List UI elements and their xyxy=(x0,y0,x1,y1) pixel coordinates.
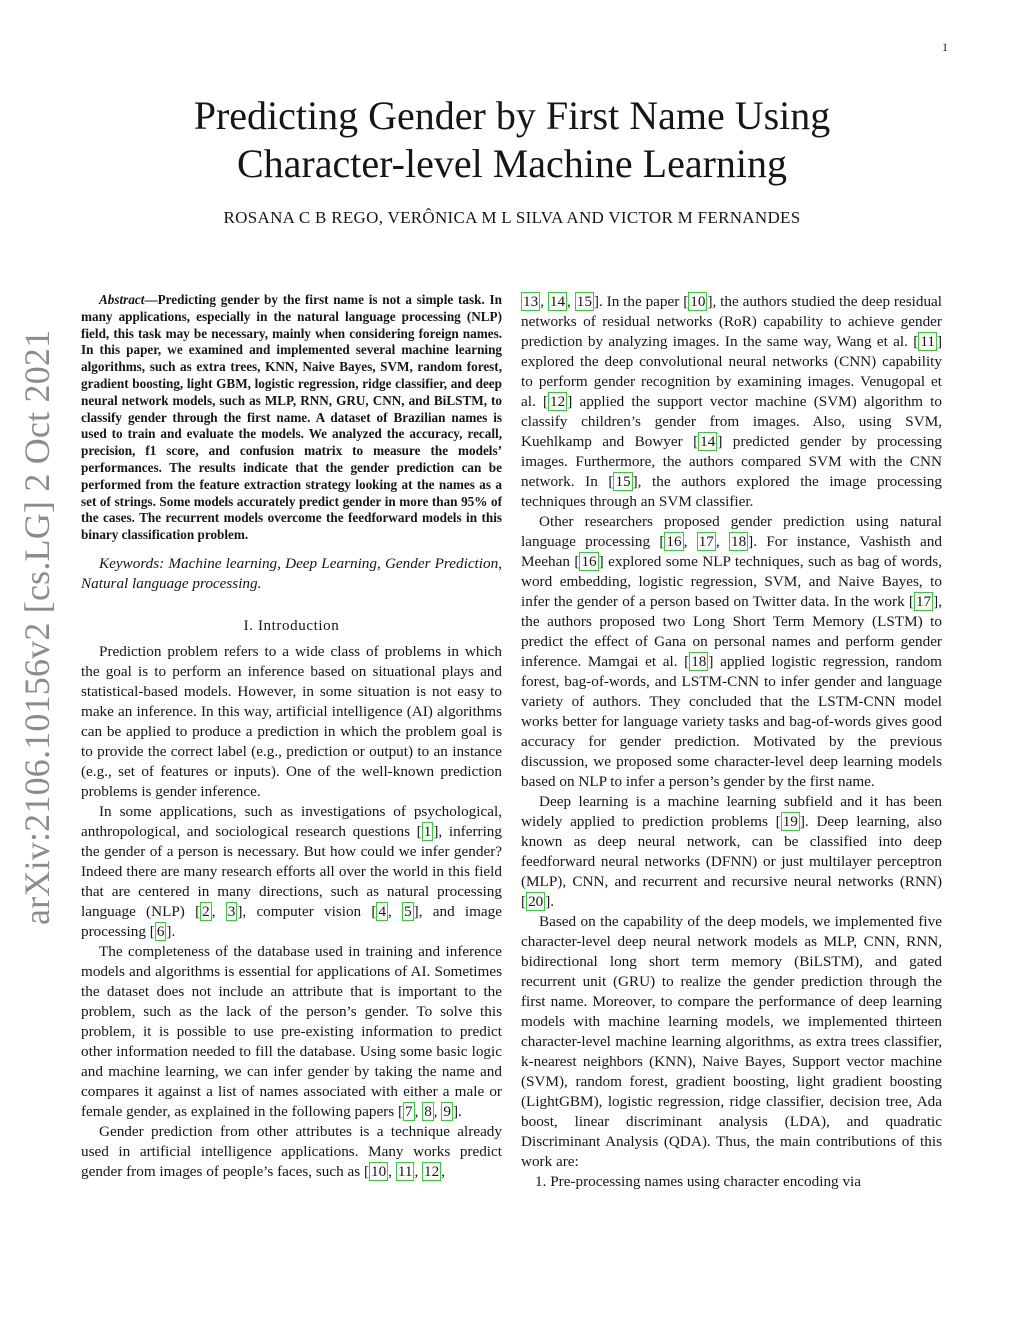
text-run: , xyxy=(441,1162,446,1180)
citation-link[interactable]: 14 xyxy=(700,433,716,450)
text-run: ]. xyxy=(166,922,176,940)
citation-link[interactable]: 4 xyxy=(378,902,387,920)
intro-paragraph-2 xyxy=(81,802,502,942)
intro-paragraph-6 xyxy=(521,792,942,912)
citation-link[interactable]: 17 xyxy=(915,593,932,610)
text-run: Other researchers proposed gender prediction using natural language processing [ xyxy=(521,513,942,550)
text-run: , xyxy=(414,1102,423,1120)
text-run: Deep learning is a machine learning subfield and it has been widely applied to prediction problems [ xyxy=(521,793,942,830)
text-run: ], inferring the gender of a person is necessary. But how could we infer gender? Indeed there are many research efforts all over the world in this field that are centered in many directions, such as natural processing language (NLP) [ xyxy=(81,822,502,920)
citation-link[interactable]: 1 xyxy=(423,822,432,840)
citation-link[interactable]: 7 xyxy=(405,1102,413,1120)
text-run: ]. xyxy=(452,1102,462,1120)
intro-paragraph-4 xyxy=(81,1122,502,1182)
text-run: ], the authors studied the deep residual networks of residual networks (RoR) capability to achieve gender prediction by analyzing images. In the same way, Wang et al. [ xyxy=(521,293,942,350)
citation-link[interactable]: 5 xyxy=(404,902,412,920)
text-run: The completeness of the database used in training and inference models and algorithms is essential for applications of AI. Sometimes the dataset does not include an attribute that is important to the problem, such as the lack of the person’s gender. To solve this problem, it is possible to use pre-existing information to predict other information needed to fill the database. Using some basic logic and machine learning, we can infer gender by taking the name and compares it against a list of names associated with either a male or female gender, as explained in the following papers [ xyxy=(81,942,502,1120)
citation-link[interactable]: 6 xyxy=(156,922,165,940)
text-run: , xyxy=(211,902,226,920)
citation-link[interactable]: 14 xyxy=(549,293,566,310)
citation-link[interactable]: 18 xyxy=(691,653,707,670)
text-run: ], the authors proposed two Long Short Term Memory (LSTM) to predict the effect of Gana on personal names and perform gender inference. Mamgai et al. [ xyxy=(521,593,942,670)
citation-link[interactable]: 10 xyxy=(690,293,706,310)
left-column xyxy=(81,292,502,1182)
text-run: ] explored the deep convolutional neural networks (CNN) capability to perform gender recognition by examining images. Venugopal et al. [ xyxy=(521,333,942,410)
text-run: , xyxy=(433,1102,442,1120)
author-list: ROSANA C B REGO, VERÔNICA M L SILVA AND VICTOR M FERNANDES xyxy=(223,208,801,227)
citation-link[interactable]: 11 xyxy=(397,1162,413,1180)
text-run: , xyxy=(388,1162,396,1180)
text-run: Gender prediction from other attributes is a technique already used in artificial intelligence applications. Many works predict gender from images of people’s faces, such as [ xyxy=(81,1122,502,1180)
intro-paragraph-4-continued xyxy=(521,292,942,512)
citation-link[interactable]: 9 xyxy=(443,1102,451,1120)
contribution-list-item-1: 1. Pre-processing names using character encoding via xyxy=(535,1173,861,1190)
title-line-1: Predicting Gender by First Name Using xyxy=(193,93,831,138)
citation-link[interactable]: 18 xyxy=(730,533,747,550)
citation-link[interactable]: 16 xyxy=(581,553,597,570)
text-run: ], and image processing [ xyxy=(81,902,502,940)
text-run: , xyxy=(414,1162,423,1180)
citation-link[interactable]: 11 xyxy=(920,333,935,350)
intro-paragraph-5 xyxy=(521,512,942,792)
right-column xyxy=(521,292,942,1192)
page-number: 1 xyxy=(942,40,948,54)
keywords: Keywords: Machine learning, Deep Learning, Gender Prediction, Natural language processing. xyxy=(81,554,502,592)
text-run: , xyxy=(540,293,548,310)
citation-link[interactable]: 10 xyxy=(371,1162,387,1180)
text-run: , xyxy=(715,533,729,550)
text-run: , xyxy=(567,293,575,310)
citation-link[interactable]: 15 xyxy=(576,293,592,310)
text-run: ] predicted gender by processing images. Furthermore, the authors compared SVM with the CNN network. In [ xyxy=(521,433,942,490)
citation-link[interactable]: 15 xyxy=(615,473,631,490)
paper-title xyxy=(150,92,874,188)
section-heading-introduction: I. Introduction xyxy=(243,617,340,634)
citation-link[interactable]: 20 xyxy=(528,893,544,910)
citation-link[interactable]: 12 xyxy=(550,393,566,410)
intro-paragraph-7: Based on the capability of the deep models, we implemented five character-level deep neural network models as MLP, CNN, RNN, bidirectional long short term memory (BiLSTM), and gated recurrent unit (GRU) to realize the gender prediction through the first name. Moreover, to compare the performance of deep learning models with machine learning models, we implemented thirteen character-level machine learning algorithms, as extra trees classifier, k-nearest neighbors (KNN), Naive Bayes, Support vector machine (SVM), random forest, gradient boosting, light gradient boosting (LightGBM), logistic regression, ridge classifier, decision tree, Ada boost, linear discriminant analysis (LDA), and quadratic Discriminant Analysis (QDA). Thus, the main contributions of this work are: xyxy=(521,913,942,1170)
arxiv-identifier[interactable]: arXiv:2106.10156v2 [cs.LG] 2 Oct 2021 xyxy=(17,329,57,925)
text-run: ], computer vision [ xyxy=(237,902,377,920)
text-run: ] applied the support vector machine (SVM) algorithm to classify children’s gender from images. Also, using SVM, Kuehlkamp and Bowyer [ xyxy=(521,393,942,450)
text-run: , xyxy=(388,902,403,920)
text-run: , xyxy=(683,533,697,550)
abstract-text: —Predicting gender by the first name is not a simple task. In many applications, especially in the natural language processing (NLP) field, this task may be necessary, mainly when considering foreign names. In this paper, we examined and implemented several machine learning algorithms, such as extra trees, KNN, Naive Bayes, SVM, random forest, gradient boosting, light GBM, logistic regression, ridge classifier, and deep neural network models, such as MLP, RNN, GRU, CNN, and BiLSTM, to classify gender through the first name. A dataset of Brazilian names is used to train and evaluate the models. We analyzed the accuracy, recall, precision, f1 score, and confusion matrix to measure the models’ performances. The results indicate that the gender prediction can be performed from the feature extraction strategy looking at the names as a set of strings. Some models accurately predict gender in more than 95% of the cases. The recurrent models overcome the feedforward models in this binary classification problem. xyxy=(81,292,502,543)
citation-link[interactable]: 19 xyxy=(782,813,798,830)
citation-link[interactable]: 17 xyxy=(698,533,714,550)
citation-link[interactable]: 8 xyxy=(424,1102,432,1120)
text-run: In some applications, such as investigations of psychological, anthropological, and sociological research questions [ xyxy=(81,802,502,840)
intro-paragraph-3 xyxy=(81,942,502,1122)
citation-link[interactable]: 13 xyxy=(523,293,539,310)
text-run: ]. Deep learning, also known as deep neural network, can be classified into deep feedforward neural networks (DFNN) or just multilayer perceptron (MLP), CNN, and recurrent and recursive neural networks (RNN) [ xyxy=(521,813,942,910)
citation-link[interactable]: 16 xyxy=(666,533,682,550)
text-run: ], the authors explored the image processing techniques through an SVM classifier. xyxy=(521,473,942,510)
text-run: ]. In the paper [ xyxy=(593,293,689,310)
title-line-2: Character-level Machine Learning xyxy=(236,141,788,186)
text-run: ]. For instance, Vashisth and Meehan [ xyxy=(521,533,942,570)
text-run: ]. xyxy=(545,893,555,910)
text-run: ] explored some NLP techniques, such as bag of words, word embedding, logistic regression, SVM, and Naive Bayes, to infer the gender of a person based on Twitter data. In the work [ xyxy=(521,553,942,610)
citation-link[interactable]: 12 xyxy=(424,1162,440,1180)
abstract-label: Abstract xyxy=(99,292,145,307)
citation-link[interactable]: 3 xyxy=(227,902,236,920)
abstract xyxy=(81,292,502,544)
intro-paragraph-1: Prediction problem refers to a wide class of problems in which the goal is to perform an inference based on situational plays and statistical-based models. However, in some situation is not easy to make an inference. In this way, artificial intelligence (AI) algorithms can be applied to produce a prediction in which the problem goal is to provide the correct label (e.g., prediction or output) to an instance (e.g., set of features or inputs). One of the well-known prediction problems is gender inference. xyxy=(81,642,502,800)
text-run: ] applied logistic regression, random forest, bag-of-words, and LSTM-CNN to infer gender and language variety of authors. They concluded that the LSTM-CNN model works better for language variety tasks and bag-of-words gives good accuracy for gender prediction. Motivated by the previous discussion, we proposed some character-level deep learning models based on NLP to infer a person’s gender by the first name. xyxy=(521,653,942,790)
citation-link[interactable]: 2 xyxy=(202,902,210,920)
